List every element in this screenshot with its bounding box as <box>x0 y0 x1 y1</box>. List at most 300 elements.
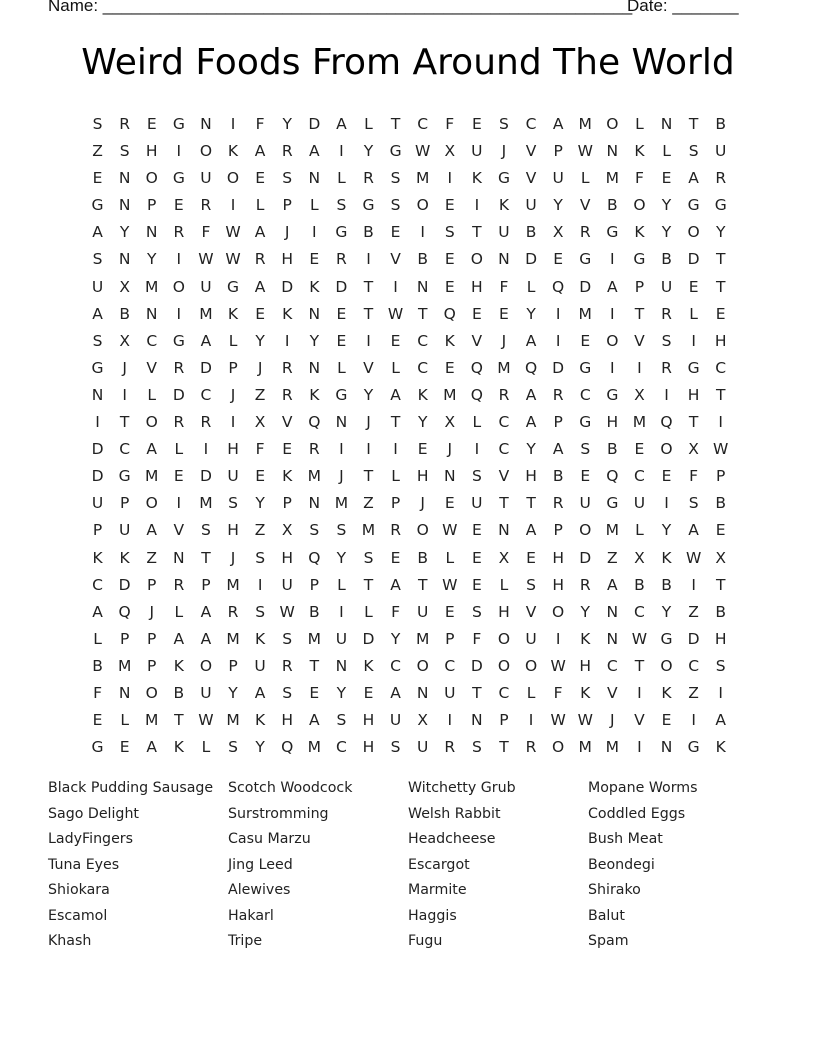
grid-letter: M <box>307 467 321 486</box>
grid-letter: J <box>284 223 290 242</box>
grid-letter: Y <box>255 494 265 513</box>
grid-letter: K <box>661 683 672 702</box>
grid-letter: W <box>415 142 431 161</box>
grid-letter: C <box>200 385 212 404</box>
grid-letter: E <box>526 548 536 567</box>
grid-letter: L <box>120 711 129 730</box>
grid-letter: T <box>634 656 645 675</box>
grid-letter: E <box>444 602 455 621</box>
grid-letter: M <box>145 711 159 730</box>
grid-letter: K <box>580 629 591 648</box>
grid-letter: J <box>420 494 425 513</box>
grid-letter: R <box>390 521 401 540</box>
grid-letter: Q <box>308 413 321 432</box>
grid-letter: D <box>687 250 700 269</box>
grid-letter: S <box>228 494 238 513</box>
grid-row <box>84 683 734 710</box>
grid-letter: C <box>92 575 103 594</box>
grid-letter: A <box>715 711 726 730</box>
grid-letter: F <box>201 223 211 242</box>
grid-letter: W <box>577 142 593 161</box>
grid-letter: P <box>119 494 130 513</box>
grid-letter: L <box>93 629 102 648</box>
grid-letter: H <box>281 711 294 730</box>
grid-letter: E <box>661 169 672 188</box>
grid-letter: A <box>525 385 537 404</box>
grid-letter: V <box>390 250 401 269</box>
grid-letter: A <box>390 683 401 702</box>
grid-letter: I <box>339 142 344 161</box>
grid-letter: U <box>579 494 591 513</box>
grid-letter: K <box>661 548 672 567</box>
grid-letter: Q <box>606 467 619 486</box>
grid-letter: A <box>525 331 537 350</box>
grid-letter: H <box>687 385 700 404</box>
grid-letter: M <box>226 575 240 594</box>
grid-letter: A <box>688 521 699 540</box>
grid-letter: I <box>637 683 642 702</box>
grid-letter: N <box>416 277 429 296</box>
grid-letter: L <box>309 196 319 215</box>
word-bank-item: Haggis <box>408 907 457 924</box>
grid-letter: U <box>91 277 104 296</box>
grid-letter: T <box>119 413 130 432</box>
grid-letter: J <box>122 358 127 377</box>
grid-letter: F <box>472 629 482 648</box>
grid-letter: D <box>362 629 375 648</box>
word-bank-item: LadyFingers <box>48 831 134 847</box>
grid-letter: I <box>447 169 453 188</box>
grid-letter: K <box>634 142 645 161</box>
grid-letter: D <box>552 358 565 377</box>
grid-letter: P <box>228 358 238 377</box>
grid-row <box>84 466 734 493</box>
grid-letter: V <box>634 711 645 730</box>
grid-row <box>84 114 734 141</box>
grid-letter: E <box>146 115 157 133</box>
grid-letter: R <box>281 656 293 675</box>
grid-letter: O <box>606 331 619 350</box>
grid-letter: X <box>634 385 645 404</box>
grid-letter: X <box>498 548 510 567</box>
grid-letter: Z <box>363 494 374 513</box>
grid-letter: K <box>255 629 266 648</box>
grid-letter: I <box>610 250 615 269</box>
grid-letter: J <box>230 548 236 567</box>
grid-letter: H <box>498 602 510 621</box>
grid-letter: N <box>335 656 348 675</box>
grid-letter: E <box>444 196 455 215</box>
grid-letter: S <box>688 494 699 513</box>
grid-letter: R <box>715 169 727 188</box>
grid-letter: R <box>498 385 510 404</box>
grid-letter: X <box>119 277 130 296</box>
word-bank-item: Balut <box>588 907 625 924</box>
grid-letter: A <box>173 629 185 648</box>
grid-letter: G <box>579 250 592 269</box>
grid-letter: B <box>119 304 130 323</box>
grid-letter: E <box>309 683 320 702</box>
grid-letter: N <box>118 250 131 269</box>
grid-letter: U <box>416 602 429 621</box>
grid-letter: O <box>226 169 240 188</box>
grid-row <box>84 385 734 412</box>
grid-letter: U <box>633 494 646 513</box>
grid-letter: X <box>552 223 564 242</box>
grid-letter: A <box>308 711 320 730</box>
word-bank-item: Mopane Worms <box>588 780 698 796</box>
grid-letter: V <box>363 358 374 377</box>
grid-letter: S <box>661 331 672 350</box>
grid-letter: L <box>635 521 644 540</box>
grid-letter: K <box>282 304 293 323</box>
grid-letter: P <box>634 277 645 296</box>
grid-letter: Z <box>146 548 158 567</box>
grid-letter: Q <box>443 304 456 323</box>
grid-letter: T <box>715 385 726 404</box>
grid-letter: Y <box>363 142 374 161</box>
grid-letter: U <box>552 169 564 188</box>
grid-letter: L <box>635 115 644 133</box>
grid-letter: E <box>444 494 455 513</box>
grid-letter: Y <box>119 223 130 242</box>
grid-letter: O <box>199 142 213 161</box>
grid-letter: N <box>308 304 321 323</box>
grid-letter: S <box>255 548 266 567</box>
grid-letter: I <box>664 385 669 404</box>
grid-letter: D <box>470 656 483 675</box>
grid-letter: E <box>336 304 347 323</box>
grid-letter: R <box>308 440 320 459</box>
grid-letter: O <box>606 115 619 133</box>
grid-letter: U <box>254 656 266 675</box>
grid-letter: I <box>691 331 696 350</box>
grid-letter: C <box>715 358 727 377</box>
grid-letter: A <box>607 277 618 296</box>
grid-letter: L <box>526 277 536 296</box>
grid-letter: S <box>390 169 401 188</box>
grid-letter: J <box>610 711 615 730</box>
grid-letter: E <box>173 467 184 486</box>
grid-letter: S <box>282 169 293 188</box>
grid-letter: K <box>309 277 320 296</box>
grid-letter: Y <box>336 683 347 702</box>
grid-letter: I <box>95 413 100 432</box>
grid-letter: H <box>416 467 429 486</box>
grid-letter: E <box>444 250 455 269</box>
grid-row <box>84 331 734 358</box>
grid-letter: L <box>201 738 211 757</box>
grid-letter: H <box>281 548 294 567</box>
grid-letter: S <box>390 738 401 757</box>
grid-letter: S <box>92 250 103 269</box>
grid-letter: I <box>637 358 642 377</box>
grid-letter: T <box>417 575 428 594</box>
grid-letter: K <box>363 656 374 675</box>
grid-letter: Q <box>552 277 565 296</box>
grid-letter: V <box>173 521 185 540</box>
grid-letter: M <box>578 115 592 133</box>
grid-letter: A <box>254 223 266 242</box>
grid-letter: E <box>417 440 428 459</box>
grid-letter: E <box>255 304 265 323</box>
word-bank <box>48 778 768 957</box>
grid-letter: Y <box>661 196 672 215</box>
grid-letter: Z <box>254 385 266 404</box>
grid-letter: G <box>389 142 402 161</box>
grid-letter: F <box>553 683 563 702</box>
grid-letter: L <box>337 575 346 594</box>
grid-letter: B <box>607 196 618 215</box>
grid-letter: K <box>498 196 510 215</box>
grid-letter: R <box>119 115 131 133</box>
grid-letter: H <box>552 575 564 594</box>
grid-letter: I <box>718 683 723 702</box>
grid-letter: L <box>499 575 509 594</box>
grid-letter: I <box>230 115 236 133</box>
grid-letter: I <box>474 440 480 459</box>
grid-letter: Y <box>336 548 347 567</box>
grid-letter: D <box>118 575 131 594</box>
grid-letter: T <box>499 494 509 513</box>
grid-letter: T <box>715 277 726 296</box>
grid-letter: X <box>119 331 130 350</box>
grid-letter: J <box>501 331 507 350</box>
grid-letter: B <box>417 250 428 269</box>
grid-letter: N <box>606 602 619 621</box>
grid-letter: V <box>525 169 537 188</box>
grid-letter: G <box>633 250 646 269</box>
grid-letter: E <box>553 250 564 269</box>
grid-letter: F <box>391 602 401 621</box>
grid-letter: F <box>93 683 102 702</box>
grid-letter: R <box>227 602 239 621</box>
grid-letter: W <box>442 521 458 540</box>
grid-letter: G <box>579 413 592 432</box>
grid-letter: Y <box>715 223 726 242</box>
grid-letter: I <box>230 196 236 215</box>
grid-row <box>84 195 734 222</box>
grid-letter: O <box>199 656 213 675</box>
grid-letter: X <box>254 413 266 432</box>
grid-letter: O <box>497 656 511 675</box>
grid-letter: E <box>255 169 265 188</box>
grid-letter: J <box>447 440 453 459</box>
grid-letter: C <box>417 331 429 350</box>
grid-letter: I <box>230 413 236 432</box>
grid-letter: G <box>91 738 104 757</box>
grid-letter: D <box>91 467 104 486</box>
grid-letter: N <box>606 142 619 161</box>
grid-letter: N <box>118 683 131 702</box>
grid-letter: M <box>117 656 132 675</box>
grid-row <box>84 602 734 629</box>
grid-letter: M <box>361 521 376 540</box>
grid-letter: X <box>281 521 293 540</box>
grid-letter: M <box>334 494 349 513</box>
grid-letter: O <box>145 413 158 432</box>
grid-letter: A <box>92 304 103 323</box>
grid-letter: S <box>92 331 103 350</box>
grid-letter: S <box>255 602 266 621</box>
date-field-label: Date: _______ <box>627 0 739 15</box>
grid-letter: C <box>498 683 510 702</box>
grid-letter: N <box>145 223 158 242</box>
grid-letter: L <box>472 413 482 432</box>
grid-letter: K <box>634 223 645 242</box>
grid-row <box>84 249 734 276</box>
grid-letter: I <box>393 440 398 459</box>
grid-letter: A <box>254 142 266 161</box>
grid-letter: Z <box>688 683 699 702</box>
grid-letter: N <box>308 494 321 513</box>
grid-letter: K <box>92 548 103 567</box>
grid-letter: O <box>172 277 185 296</box>
grid-letter: B <box>634 575 645 594</box>
grid-letter: H <box>227 440 239 459</box>
grid-letter: U <box>498 223 510 242</box>
grid-letter: L <box>147 385 157 404</box>
grid-letter: I <box>664 494 669 513</box>
grid-letter: G <box>91 196 104 215</box>
grid-letter: U <box>281 575 293 594</box>
grid-letter: S <box>471 602 482 621</box>
grid-letter: M <box>578 304 592 323</box>
grid-letter: A <box>552 115 564 133</box>
grid-letter: I <box>610 358 615 377</box>
grid-letter: M <box>415 629 430 648</box>
grid-letter: T <box>363 277 374 296</box>
grid-letter: N <box>498 521 510 540</box>
grid-letter: I <box>176 304 182 323</box>
grid-letter: J <box>257 358 263 377</box>
grid-letter: M <box>199 304 213 323</box>
word-bank-item: Bush Meat <box>588 831 663 847</box>
grid-letter: V <box>607 683 618 702</box>
grid-letter: A <box>688 169 699 188</box>
grid-row <box>84 358 734 385</box>
grid-letter: T <box>417 304 428 323</box>
grid-letter: U <box>227 467 239 486</box>
grid-letter: C <box>688 656 700 675</box>
grid-row <box>84 737 734 764</box>
grid-letter: B <box>363 223 374 242</box>
grid-letter: B <box>661 250 672 269</box>
grid-row <box>84 656 734 683</box>
grid-letter: F <box>634 169 644 188</box>
grid-letter: E <box>715 521 726 540</box>
grid-letter: N <box>606 629 619 648</box>
grid-row <box>84 222 734 249</box>
grid-letter: C <box>335 738 347 757</box>
grid-letter: P <box>147 196 157 215</box>
grid-letter: M <box>199 494 213 513</box>
grid-letter: G <box>335 223 348 242</box>
grid-letter: G <box>687 738 700 757</box>
grid-letter: C <box>146 331 158 350</box>
word-bank-item: Spam <box>588 933 629 949</box>
grid-letter: L <box>255 196 265 215</box>
grid-letter: Y <box>526 440 536 459</box>
grid-letter: D <box>308 115 321 133</box>
grid-letter: O <box>145 683 158 702</box>
grid-letter: W <box>550 711 566 730</box>
grid-letter: W <box>442 575 458 594</box>
grid-letter: M <box>605 521 620 540</box>
grid-row <box>84 168 734 195</box>
grid-letter: N <box>335 413 348 432</box>
grid-letter: S <box>92 115 103 133</box>
grid-letter: K <box>282 467 293 486</box>
grid-letter: T <box>499 738 509 757</box>
grid-letter: I <box>555 304 561 323</box>
grid-letter: A <box>552 440 564 459</box>
grid-letter: P <box>282 494 292 513</box>
grid-letter: R <box>661 358 672 377</box>
grid-letter: A <box>146 521 158 540</box>
grid-letter: S <box>390 196 401 215</box>
grid-letter: A <box>200 602 212 621</box>
grid-letter: E <box>688 277 699 296</box>
grid-letter: A <box>254 277 266 296</box>
grid-letter: X <box>715 548 727 567</box>
grid-letter: Y <box>228 683 238 702</box>
grid-letter: K <box>580 683 591 702</box>
grid-letter: U <box>525 629 537 648</box>
grid-letter: X <box>444 142 456 161</box>
grid-letter: R <box>200 196 212 215</box>
grid-letter: S <box>282 629 293 648</box>
grid-letter: Z <box>254 521 266 540</box>
grid-letter: R <box>173 575 185 594</box>
grid-letter: P <box>553 413 563 432</box>
grid-letter: T <box>363 467 374 486</box>
grid-letter: W <box>685 548 702 567</box>
grid-letter: O <box>145 494 158 513</box>
grid-letter: D <box>199 358 212 377</box>
grid-letter: C <box>634 467 645 486</box>
grid-letter: P <box>147 629 157 648</box>
grid-letter: H <box>606 413 619 432</box>
grid-letter: P <box>309 575 319 594</box>
grid-letter: T <box>363 304 374 323</box>
grid-letter: I <box>555 331 561 350</box>
grid-letter: T <box>715 575 726 594</box>
grid-letter: E <box>444 277 455 296</box>
grid-row <box>84 629 734 656</box>
grid-letter: O <box>552 602 565 621</box>
grid-letter: P <box>282 196 292 215</box>
grid-letter: L <box>174 602 184 621</box>
grid-letter: Q <box>660 413 673 432</box>
grid-letter: Q <box>470 358 483 377</box>
grid-letter: K <box>309 385 320 404</box>
grid-letter: M <box>226 629 240 648</box>
grid-letter: S <box>580 440 591 459</box>
grid-letter: H <box>552 548 564 567</box>
grid-letter: J <box>230 385 236 404</box>
grid-letter: W <box>279 602 295 621</box>
grid-letter: K <box>227 304 239 323</box>
grid-letter: J <box>366 413 371 432</box>
grid-letter: A <box>390 575 401 594</box>
grid-letter: V <box>525 142 537 161</box>
word-bank-item: Shiokara <box>48 882 110 898</box>
grid-letter: U <box>118 521 131 540</box>
grid-row <box>84 710 734 737</box>
grid-letter: S <box>715 656 726 675</box>
grid-letter: T <box>174 711 184 730</box>
